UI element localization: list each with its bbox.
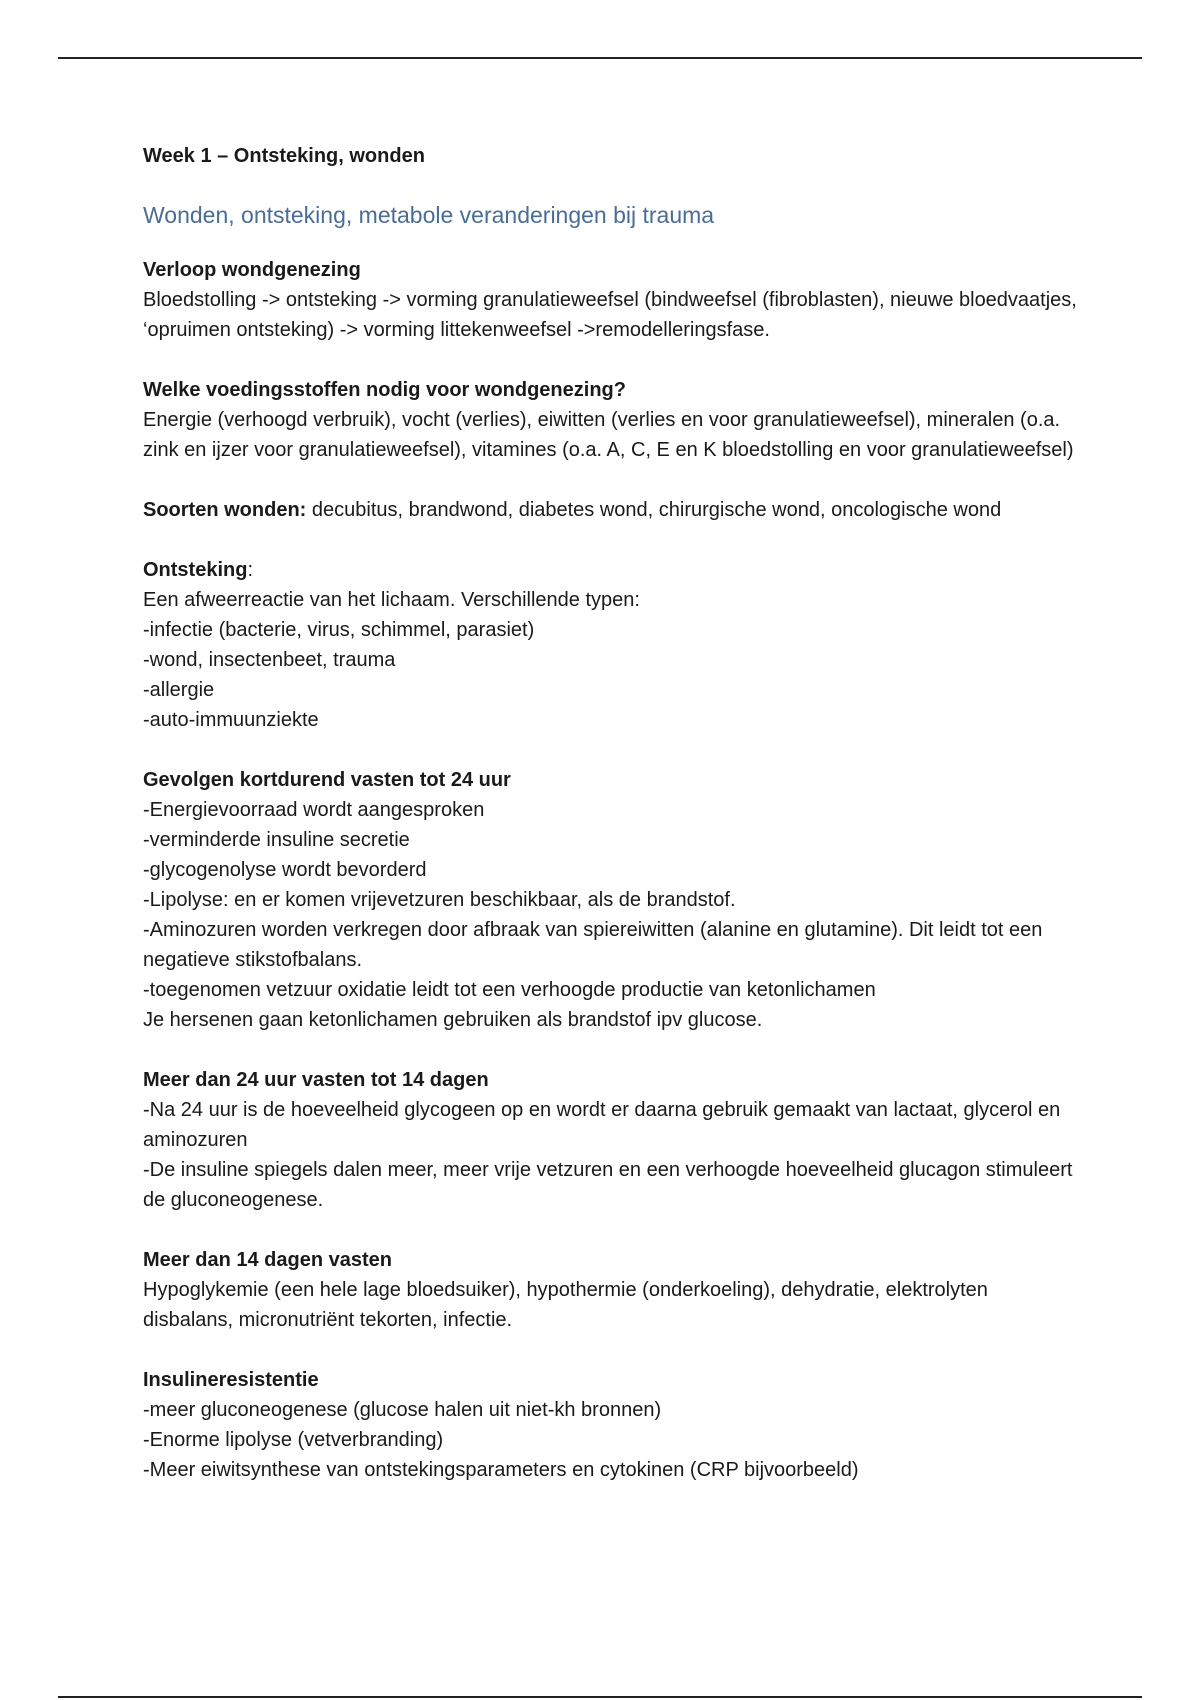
list-item: -toegenomen vetzuur oxidatie leidt tot een verhoogde productie van ketonlichamen — [143, 979, 876, 1001]
section-text: decubitus, brandwond, diabetes wond, chirurgische wond, oncologische wond — [306, 499, 1002, 521]
section-text: Bloedstolling -> ontsteking -> vorming granulatieweefsel (bindweefsel (fibroblasten), nieuwe bloedvaatjes, ‘opruimen ontsteking) -> vorming littekenweefsel ->remodelleringsfase. — [143, 289, 1077, 341]
section-heading: Insulineresistentie — [143, 1369, 319, 1391]
section-heading: Ontsteking — [143, 559, 248, 581]
section-verloop-wondgenezing — [143, 255, 1083, 345]
section-kortdurend-vasten — [143, 765, 1083, 1035]
section-heading: Meer dan 24 uur vasten tot 14 dagen — [143, 1069, 489, 1091]
section-ontsteking — [143, 555, 1083, 735]
footer-rule — [58, 1696, 1142, 1698]
list-item: -Meer eiwitsynthese van ontstekingsparameters en cytokinen (CRP bijvoorbeeld) — [143, 1459, 859, 1481]
section-vasten-tot-14-dagen — [143, 1065, 1083, 1215]
header-rule — [58, 57, 1142, 59]
section-heading-line — [143, 555, 1083, 585]
list-item: -allergie — [143, 679, 215, 701]
section-heading: Verloop wondgenezing — [143, 259, 361, 281]
section-text: Energie (verhoogd verbruik), vocht (verlies), eiwitten (verlies en voor granulatieweefsel), mineralen (o.a. zink en ijzer voor granulatieweefsel), vitamines (o.a. A, C, E en K bloedstolling en voor granulatieweefsel) — [143, 409, 1074, 461]
list-item: -Enorme lipolyse (vetverbranding) — [143, 1429, 444, 1451]
section-paragraph — [143, 495, 1083, 525]
list-item: -Energievoorraad wordt aangesproken — [143, 799, 485, 821]
list-item: -De insuline spiegels dalen meer, meer vrije vetzuren en een verhoogde hoeveelheid glucagon stimuleert de gluconeogenese. — [143, 1159, 1073, 1211]
list-item: Je hersenen gaan ketonlichamen gebruiken als brandstof ipv glucose. — [143, 1009, 763, 1031]
section-meer-dan-14-dagen — [143, 1245, 1083, 1335]
document-title: Week 1 – Ontsteking, wonden — [143, 145, 425, 167]
section-heading: Welke voedingsstoffen nodig voor wondgenezing? — [143, 379, 626, 401]
section-heading: Soorten wonden: — [143, 499, 307, 521]
list-item: -glycogenolyse wordt bevorderd — [143, 859, 427, 881]
list-item: -Na 24 uur is de hoeveelheid glycogeen op en wordt er daarna gebruik gemaakt van lactaat, glycerol en aminozuren — [143, 1099, 1061, 1151]
heading-colon: : — [247, 559, 254, 581]
section-insulineresistentie — [143, 1365, 1083, 1485]
list-item: Een afweerreactie van het lichaam. Verschillende typen: — [143, 589, 640, 611]
section-heading: Gevolgen kortdurend vasten tot 24 uur — [143, 769, 511, 791]
list-item: -Aminozuren worden verkregen door afbraak van spiereiwitten (alanine en glutamine). Dit leidt tot een negatieve stikstofbalans. — [143, 919, 1043, 971]
document-subtitle: Wonden, ontsteking, metabole veranderingen bij trauma — [143, 202, 715, 228]
list-item: -infectie (bacterie, virus, schimmel, parasiet) — [143, 619, 535, 641]
section-voedingsstoffen — [143, 375, 1083, 465]
list-item: -meer gluconeogenese (glucose halen uit niet-kh bronnen) — [143, 1399, 662, 1421]
list-item: -auto-immuunziekte — [143, 709, 319, 731]
list-item: -verminderde insuline secretie — [143, 829, 410, 851]
list-item: -Lipolyse: en er komen vrijevetzuren beschikbaar, als de brandstof. — [143, 889, 736, 911]
section-heading: Meer dan 14 dagen vasten — [143, 1249, 392, 1271]
section-soorten-wonden — [143, 495, 1083, 525]
document-body — [143, 141, 1083, 1485]
section-text: Hypoglykemie (een hele lage bloedsuiker), hypothermie (onderkoeling), dehydratie, elektrolyten disbalans, micronutriënt tekorten, infectie. — [143, 1279, 988, 1331]
list-item: -wond, insectenbeet, trauma — [143, 649, 396, 671]
